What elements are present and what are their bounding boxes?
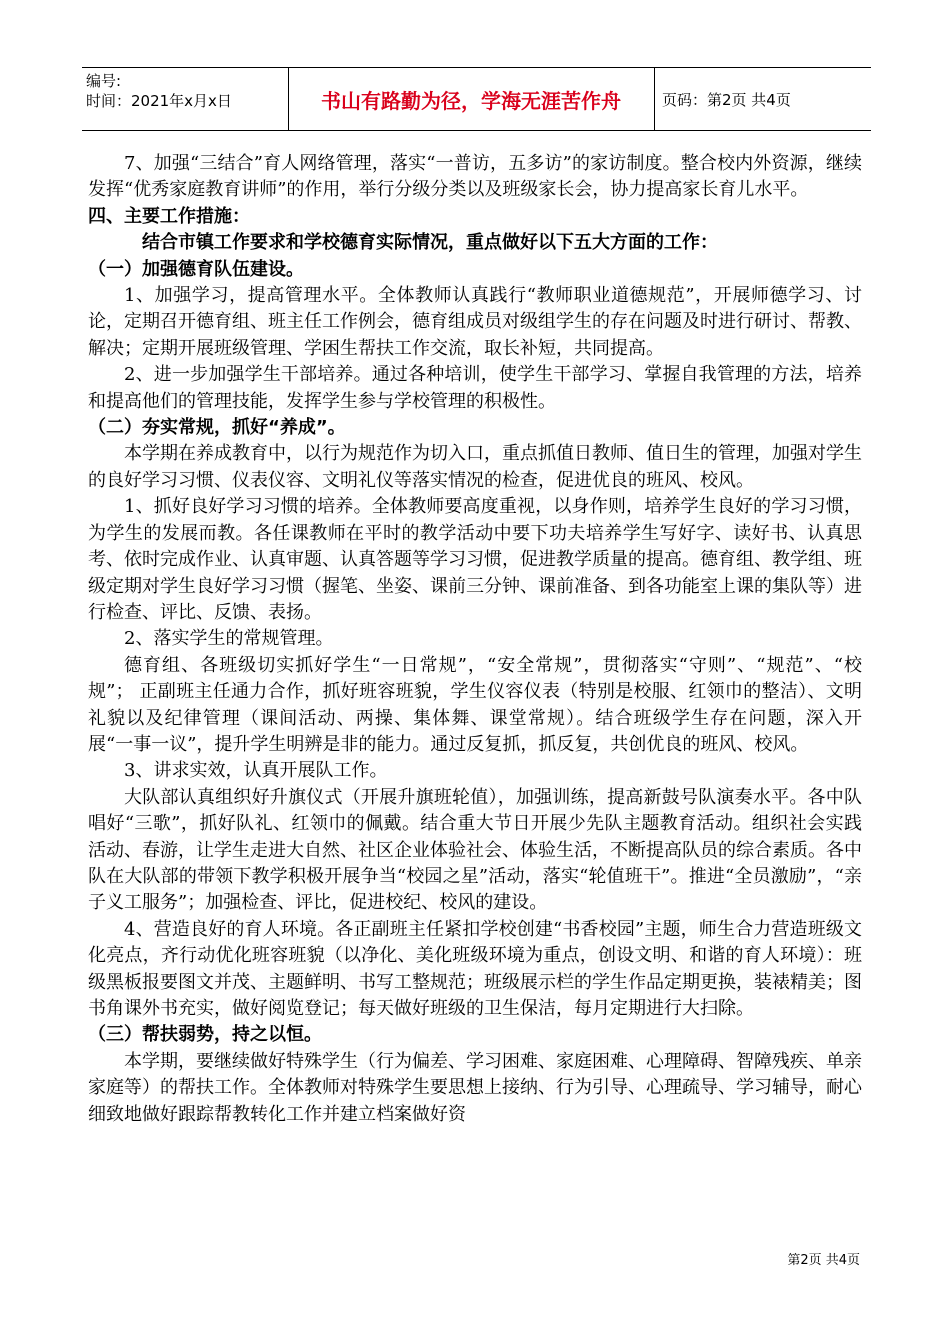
section-heading: （二）夯实常规，抓好“养成”。 [88,417,346,439]
body-paragraph: 本学期，要继续做好特殊学生（行为偏差、学习困难、家庭困难、心理障碍、智障残疾、单亲家庭等）的帮扶工作。全体教师对特殊学生要思想上接纳、行为引导、心理疏导、学习辅导，耐心细致地做好跟踪帮教转化工作并建立档案做好资 [88,1050,862,1125]
page-header [82,67,871,131]
header-motto: 书山有路勤为径，学海无涯苦作舟 [321,88,621,113]
section-heading: 结合市镇工作要求和学校德育实际情况，重点做好以下五大方面的工作： [142,232,718,254]
section-heading: （三）帮扶弱势，持之以恒。 [88,1024,322,1046]
body-paragraph: 2、落实学生的常规管理。 [124,628,334,650]
document-body [88,151,862,1128]
header-meta [86,71,286,111]
body-paragraph: 德育组、各班级切实抓好学生“一日常规”，“安全常规”，贯彻落实“守则”、“规范”、“校规”； 正副班主任通力合作，抓好班容班貌，学生仪容仪表（特别是校服、红领巾的整洁）、文明礼貌以及纪律管理（课间活动、两操、集体舞、课堂常规）。结合班级学生存在问题，深入开展“一事一议”，提升学生明辨是非的能力。通过反复抓，抓反复，共创优良的班风、校风。 [88,654,862,755]
body-paragraph: 1、加强学习，提高管理水平。全体教师认真践行“教师职业道德规范”，开展师德学习、讨论，定期召开德育组、班主任工作例会，德育组成员对级组学生的存在问题及时进行研讨、帮教、解决；定期开展班级管理、学困生帮扶工作交流，取长补短，共同提高。 [88,285,862,359]
body-paragraph: 4、营造良好的育人环境。各正副班主任紧扣学校创建“书香校园”主题，师生合力营造班级文化亮点，齐行动优化班容班貌（以净化、美化班级环境为重点，创设文明、和谐的育人环境）：班级黑板报要图文并茂、主题鲜明、书写工整规范；班级展示栏的学生作品定期更换，装裱精美；图书角课外书充实，做好阅览登记；每天做好班级的卫生保洁，每月定期进行大扫除。 [88,918,862,1019]
header-number: 编号: [86,72,122,90]
header-page-number: 页码：第2页 共4页 [662,90,791,109]
header-time: 时间：2021年x月x日 [86,92,232,110]
section-heading: （一）加强德育队伍建设。 [88,258,304,280]
header-divider-right [654,68,655,130]
body-paragraph: 2、进一步加强学生干部培养。通过各种培训，使学生干部学习、掌握自我管理的方法，培养和提高他们的管理技能，发挥学生参与学校管理的积极性。 [88,364,862,412]
body-paragraph: 本学期在养成教育中，以行为规范作为切入口，重点抓值日教师、值日生的管理，加强对学生的良好学习习惯、仪表仪容、文明礼仪等落实情况的检查，促进优良的班风、校风。 [88,443,862,491]
body-paragraph: 1、抓好良好学习习惯的培养。全体教师要高度重视，以身作则，培养学生良好的学习习惯，为学生的发展而教。各任课教师在平时的教学活动中要下功夫培养学生写好字、读好书、认真思考、依时完成作业、认真审题、认真答题等学习习惯，促进教学质量的提高。德育组、教学组、班级定期对学生良好学习习惯（握笔、坐姿、课前三分钟、课前准备、到各功能室上课的集队等）进行检查、评比、反馈、表扬。 [88,496,862,623]
section-heading: 四、主要工作措施： [88,205,250,227]
body-paragraph: 大队部认真组织好升旗仪式（开展升旗班轮值），加强训练，提高新鼓号队演奏水平。各中队唱好“三歌”，抓好队礼、红领巾的佩戴。结合重大节日开展少先队主题教育活动。组织社会实践活动、春游，让学生走进大自然、社区企业体验社会、体验生活，不断提高队员的综合素质。各中队在大队部的带领下教学积极开展争当“校园之星”活动，落实“轮值班干”。推进“全员激励”，“亲子义工服务”；加强检查、评比，促进校纪、校风的建设。 [88,786,862,914]
body-paragraph: 3、讲求实效，认真开展队工作。 [124,760,388,782]
footer-page-number: 第2页 共4页 [787,1253,860,1268]
body-paragraph: 7、加强“三结合”育人网络管理，落实“一普访，五多访”的家访制度。整合校内外资源，继续发挥“优秀家庭教育讲师”的作用，举行分级分类以及班级家长会，协力提高家长育儿水平。 [88,153,862,201]
